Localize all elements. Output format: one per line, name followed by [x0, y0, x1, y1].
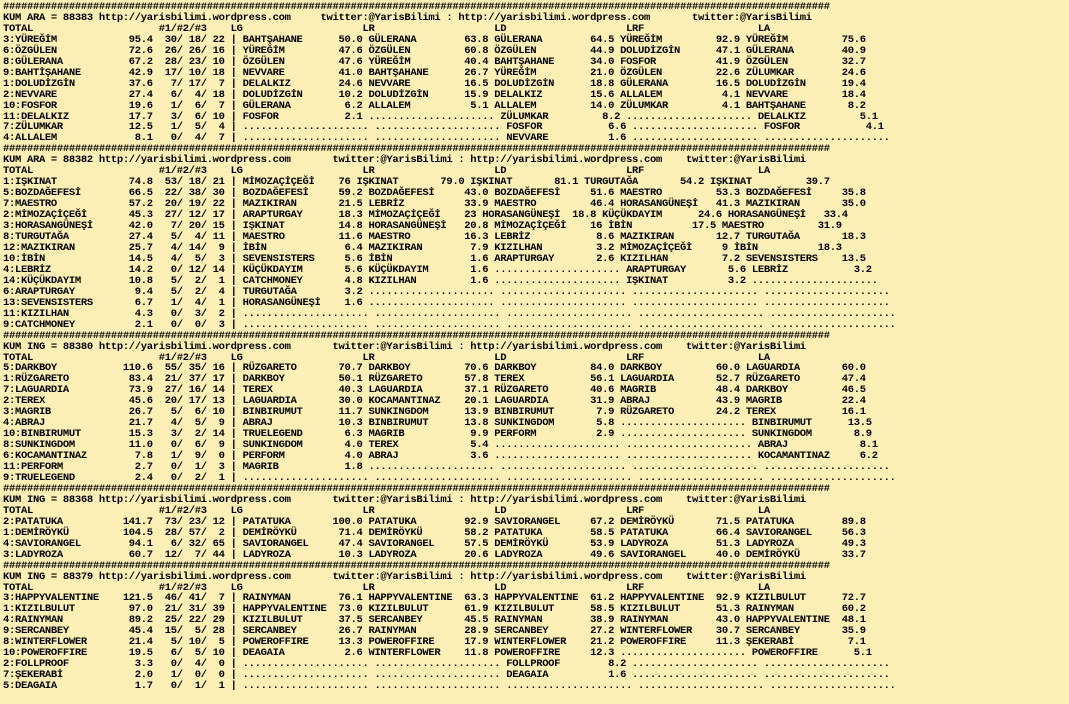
horse-stats-row: 6:ARAPTURGAY 9.4 5/ 2/ 4 | TURGUTAĞA 3.2 ..................... ..................... ..................... ..................... — [3, 285, 890, 298]
race-header-line: KUM ARA = 88383 http://yarisbilimi.wordpress.com twitter:@YarisBilimi : http://yarisbilimi.wordpress.com twitter:@YarisBilimi — [3, 11, 812, 24]
horse-stats-row: 8:SUNKINGDOM 11.0 0/ 6/ 9 | SUNKINGDOM 4.0 TEREX 5.4 ..................... ..................... ABRAJ 8.1 — [3, 439, 878, 452]
horse-stats-row: 8:WINTERFLOWER 21.4 5/ 10/ 5 | POWEROFFIRE 13.3 POWEROFFIRE 17.9 WINTERFLOWER 21.2 POWEROFFIRE 11.3 ŞEKERABİ 7.1 — [3, 636, 866, 649]
separator-line: ########################################################################################################################################## — [3, 143, 830, 156]
horse-stats-row: 2:MİMOZAÇİÇEĞİ 45.3 27/ 12/ 17 | ARAPTURGAY 18.3 MİMOZAÇİÇEĞİ 23 HORASANGÜNEŞİ 18.8 KÜÇÜKDAYIM 24.6 HORASANGÜNEŞİ 33.4 — [3, 209, 848, 222]
horse-stats-row: 10:İBİN 14.5 4/ 5/ 3 | SEVENSISTERS 5.6 İBİN 1.6 ARAPTURGAY 2.6 KIZILHAN 7.2 SEVENSISTERS 13.5 — [3, 252, 866, 265]
horse-stats-row: 11:PERFORM 2.7 0/ 1/ 3 | MAGRIB 1.8 ..................... ..................... ..................... ..................... — [3, 461, 890, 474]
horse-stats-row: 2:TEREX 45.6 20/ 17/ 13 | LAGUARDIA 30.0 KOCAMANTINAZ 20.1 LAGUARDIA 31.9 ABRAJ 43.9 MAGRIB 22.4 — [3, 395, 866, 408]
horse-stats-row: 2:FOLLPROOF 3.3 0/ 4/ 0 | ..................... ..................... FOLLPROOF 8.2 ..................... ..................... — [3, 658, 890, 671]
separator-line: ########################################################################################################################################## — [3, 1, 830, 13]
horse-stats-row: 1:DEMİRÖYKÜ 104.5 28/ 57/ 2 | DEMİRÖYKÜ 71.4 DEMİRÖYKÜ 58.2 PATATUKA 58.5 PATATUKA 66.4 SAVIORANGEL 56.3 — [3, 526, 866, 539]
column-header-line: TOTAL #1/#2/#3 LG LR LD LRF LA — [3, 504, 770, 517]
horse-stats-row: 3:MAGRIB 26.7 5/ 6/ 10 | BINBIRUMUT 11.7 SUNKINGDOM 13.9 BINBIRUMUT 7.9 RÜZGARETO 24.2 TEREX 16.1 — [3, 406, 866, 419]
horse-stats-row: 7:ŞEKERABİ 2.0 1/ 0/ 0 | ..................... ..................... DEAGAIA 1.6 ..................... ..................... — [3, 669, 890, 682]
horse-stats-row: 10:FOSFOR 19.6 1/ 6/ 7 | GÜLERANA 6.2 ALLALEM 5.1 ALLALEM 14.0 ZÜLUMKAR 4.1 BAHTŞAHANE 8.2 — [3, 99, 866, 112]
column-header-line: TOTAL #1/#2/#3 LG LR LD LRF LA — [3, 22, 770, 35]
horse-stats-row: 4:ABRAJ 21.7 4/ 5/ 9 | ABRAJ 10.3 BINBIRUMUT 13.8 SUNKINGDOM 5.8 ..................... BINBIRUMUT 13.5 — [3, 417, 872, 430]
separator-line: ########################################################################################################################################## — [3, 559, 830, 572]
race-header-line: KUM ING = 88368 http://yarisbilimi.wordpress.com twitter:@YarisBilimi : http://yarisbilimi.wordpress.com twitter:@YarisBilimi — [3, 493, 806, 506]
race-header-line: KUM ING = 88380 http://yarisbilimi.wordpress.com twitter:@YarisBilimi : http://yarisbilimi.wordpress.com twitter:@YarisBilimi — [3, 340, 806, 353]
horse-stats-row: 3:LADYROZA 60.7 12/ 7/ 44 | LADYROZA 10.3 LADYROZA 20.6 LADYROZA 49.6 SAVIORANGEL 40.0 DEMİRÖYKÜ 33.7 — [3, 548, 866, 561]
horse-stats-row: 9:SERCANBEY 45.4 15/ 5/ 28 | SERCANBEY 26.7 RAINYMAN 28.9 SERCANBEY 27.2 WINTERFLOWER 30.7 SERCANBEY 35.9 — [3, 625, 866, 638]
horse-stats-row: 11:KIZILHAN 4.3 0/ 3/ 2 | ..................... ..................... ..................... ..................... ..................... — [3, 307, 896, 320]
horse-stats-row: 4:SAVIORANGEL 94.1 6/ 32/ 65 | SAVIORANGEL 47.4 SAVIORANGEL 57.5 DEMİRÖYKÜ 53.9 LADYROZA 51.3 LADYROZA 49.3 — [3, 537, 866, 550]
horse-stats-row: 1:DOLUDİZGİN 37.6 7/ 17/ 7 | DELALKIZ 24.6 NEVVARE 16.5 DOLUDİZGİN 18.8 GÜLERANA 16.5 DOLUDİZGİN 19.4 — [3, 77, 866, 90]
horse-stats-row: 3:YÜREĞİM 95.4 30/ 18/ 22 | BAHTŞAHANE 50.0 GÜLERANA 63.8 GÜLERANA 64.5 YÜREĞİM 92.9 YÜREĞİM 75.6 — [3, 33, 866, 46]
horse-stats-row: 9:TRUELEGEND 2.4 0/ 2/ 1 | ..................... ..................... ..................... ..................... ..................... — [3, 471, 896, 484]
horse-stats-row: 1:IŞKINAT 74.8 53/ 18/ 21 | MİMOZAÇİÇEĞİ 76 IŞKINAT 79.0 IŞKINAT 81.1 TURGUTAĞA 54.2 IŞKINAT 39.7 — [3, 176, 830, 189]
horse-stats-row: 9:BAHTİŞAHANE 42.9 17/ 10/ 18 | NEVVARE 41.0 BAHTŞAHANE 26.7 YÜREĞİM 21.0 ÖZGÜLEN 22.6 ZÜLUMKAR 24.6 — [3, 66, 866, 79]
horse-stats-row: 10:POWEROFFIRE 19.5 6/ 5/ 10 | DEAGAIA 2.6 WINTERFLOWER 11.8 POWEROFFIRE 12.3 ..................... POWEROFFIRE 5.1 — [3, 647, 872, 660]
horse-stats-row: 5:DARKBOY 110.6 55/ 35/ 16 | RÜZGARETO 70.7 DARKBOY 70.6 DARKBOY 84.0 DARKBOY 60.0 LAGUARDIA 60.0 — [3, 362, 866, 375]
horse-stats-row: 6:KOCAMANTINAZ 7.8 1/ 9/ 0 | PERFORM 4.0 ABRAJ 3.6 ..................... ..................... KOCAMANTINAZ 6.2 — [3, 450, 878, 463]
horse-stats-row: 1:KIZILBULUT 97.0 21/ 31/ 39 | HAPPYVALENTINE 73.0 KIZILBULUT 61.9 KIZILBULUT 58.5 KIZILBULUT 51.3 RAINYMAN 60.2 — [3, 603, 866, 616]
horse-stats-row: 8:TURGUTAĞA 27.4 5/ 4/ 11 | MAESTRO 11.6 MAESTRO 16.3 LEBRİZ 8.6 MAZIKIRAN 12.7 TURGUTAĞA 18.3 — [3, 231, 866, 244]
race-header-line: KUM ING = 88379 http://yarisbilimi.wordpress.com twitter:@YarisBilimi : http://yarisbilimi.wordpress.com twitter:@YarisBilimi — [3, 570, 806, 583]
horse-stats-row: 14:KÜÇÜKDAYIM 10.8 5/ 2/ 1 | CATCHMONEY 4.8 KIZILHAN 1.6 ..................... IŞKINAT 3.2 ..................... — [3, 274, 878, 287]
horse-stats-row: 4:LEBRİZ 14.2 0/ 12/ 14 | KÜÇÜKDAYIM 5.6 KÜÇÜKDAYIM 1.6 ..................... ARAPTURGAY 5.6 LEBRİZ 3.2 — [3, 263, 872, 276]
column-header-line: TOTAL #1/#2/#3 LG LR LD LRF LA — [3, 165, 770, 178]
horse-stats-row: 2:PATATUKA 141.7 73/ 23/ 12 | PATATUKA 100.0 PATATUKA 92.9 SAVIORANGEL 67.2 DEMİRÖYKÜ 71.5 PATATUKA 89.8 — [3, 515, 866, 528]
horse-stats-row: 4:ALLALEM 8.1 0/ 4/ 7 | ..................... ..................... NEVVARE 1.6 ..................... ..................... — [3, 132, 890, 145]
separator-line: ########################################################################################################################################## — [3, 482, 830, 495]
horse-stats-row: 7:ZÜLUMKAR 12.5 1/ 5/ 4 | ..................... ..................... FOSFOR 6.6 ..................... FOSFOR 4.1 — [3, 121, 884, 134]
horse-stats-row: 3:HORASANGÜNEŞİ 42.0 7/ 20/ 15 | IŞKINAT 14.8 HORASANGÜNEŞİ 20.8 MİMOZAÇİÇEĞİ 16 İBİN 17.5 MAESTRO 31.9 — [3, 220, 842, 233]
horse-stats-row: 5:BOZDAĞEFESİ 66.5 22/ 38/ 30 | BOZDAĞEFESİ 59.2 BOZDAĞEFESİ 43.0 BOZDAĞEFESİ 51.6 MAESTRO 53.3 BOZDAĞEFESİ 35.8 — [3, 187, 866, 200]
race-header-line: KUM ARA = 88382 http://yarisbilimi.wordpress.com twitter:@YarisBilimi : http://yarisbilimi.wordpress.com twitter:@YarisBilimi — [3, 154, 806, 167]
horse-stats-row: 6:ÖZGÜLEN 72.6 26/ 26/ 16 | YÜREĞİM 47.6 ÖZGÜLEN 60.8 ÖZGÜLEN 44.9 DOLUDİZGİN 47.1 GÜLERANA 40.9 — [3, 44, 866, 57]
horse-stats-row: 8:GÜLERANA 67.2 28/ 23/ 10 | ÖZGÜLEN 47.6 YÜREĞİM 40.4 BAHTŞAHANE 34.0 FOSFOR 41.9 ÖZGÜLEN 32.7 — [3, 55, 866, 68]
horse-stats-row: 1:RÜZGARETO 83.4 21/ 37/ 17 | DARKBOY 50.1 RÜZGARETO 57.8 TEREX 56.1 LAGUARDIA 52.7 RÜZGARETO 47.4 — [3, 373, 866, 386]
horse-stats-row: 9:CATCHMONEY 2.1 0/ 0/ 3 | ..................... ..................... ..................... ..................... ..................... — [3, 318, 896, 331]
horse-stats-row: 7:MAESTRO 57.2 20/ 19/ 22 | MAZIKIRAN 21.5 LEBRİZ 33.9 MAESTRO 46.4 HORASANGÜNEŞİ 41.3 MAZIKIRAN 35.0 — [3, 198, 866, 211]
separator-line: ########################################################################################################################################## — [3, 329, 830, 342]
horse-stats-row: 2:NEVVARE 27.4 6/ 4/ 18 | DOLUDİZGİN 10.2 DOLUDİZGİN 15.9 DELALKIZ 15.6 ALLALEM 4.1 NEVVARE 18.4 — [3, 88, 866, 101]
horse-stats-row: 5:DEAGAIA 1.7 0/ 1/ 1 | ..................... ..................... ..................... ..................... ..................... — [3, 680, 896, 693]
column-header-line: TOTAL #1/#2/#3 LG LR LD LRF LA — [3, 581, 770, 594]
horse-stats-row: 4:RAINYMAN 89.2 25/ 22/ 29 | KIZILBULUT 37.5 SERCANBEY 45.5 RAINYMAN 38.9 RAINYMAN 43.0 HAPPYVALENTINE 48.1 — [3, 614, 866, 627]
horse-stats-row: 10:BINBIRUMUT 15.3 3/ 2/ 14 | TRUELEGEND 6.3 MAGRIB 9.9 PERFORM 2.9 ..................... SUNKINGDOM 8.9 — [3, 428, 872, 441]
horse-stats-row: 7:LAGUARDIA 73.9 27/ 16/ 14 | TEREX 40.3 LAGUARDIA 37.1 RÜZGARETO 40.6 MAGRIB 48.4 DARKBOY 46.5 — [3, 384, 866, 397]
horse-stats-row: 12:MAZIKIRAN 25.7 4/ 14/ 9 | İBİN 6.4 MAZIKIRAN 7.9 KIZILHAN 3.2 MİMOZAÇİÇEĞİ 9 İBİN 18.3 — [3, 241, 842, 254]
horse-stats-row: 13:SEVENSISTERS 6.7 1/ 4/ 1 | HORASANGÜNEŞİ 1.6 ..................... ..................... ..................... ..................... — [3, 296, 890, 309]
horse-stats-row: 3:HAPPYVALENTINE 121.5 46/ 41/ 7 | RAINYMAN 76.1 HAPPYVALENTINE 63.3 HAPPYVALENTINE 61.2 HAPPYVALENTINE 92.9 KIZILBULUT 72.7 — [3, 592, 866, 605]
horse-stats-row: 11:DELALKIZ 17.7 3/ 6/ 10 | FOSFOR 2.1 ..................... ZÜLUMKAR 8.2 ..................... DELALKIZ 5.1 — [3, 110, 878, 123]
column-header-line: TOTAL #1/#2/#3 LG LR LD LRF LA — [3, 351, 770, 364]
